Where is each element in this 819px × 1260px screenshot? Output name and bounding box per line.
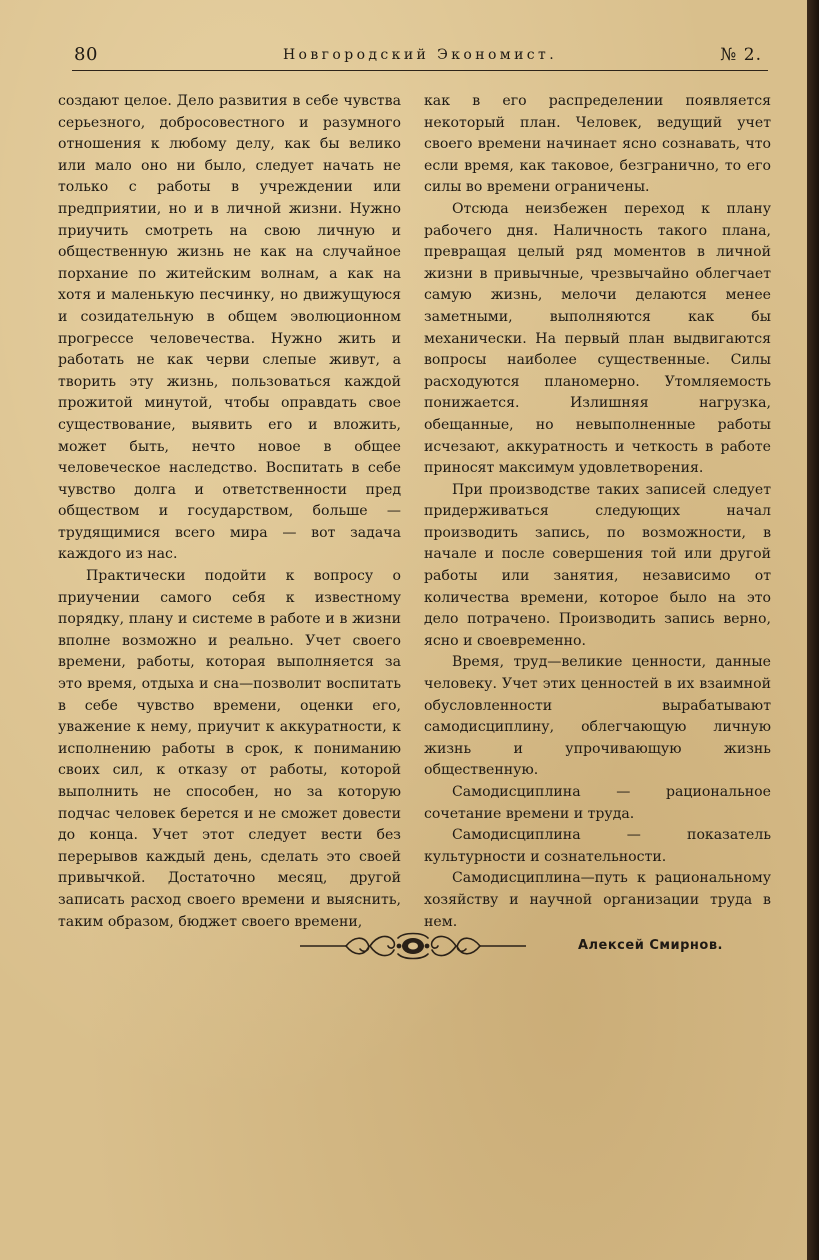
publication-title: Новгородский Экономист. xyxy=(282,47,558,63)
paragraph: как в его распределении появляется некоторый план. Человек, ведущий учет своего времени начинает ясно сознавать, что если время, как таковое, безгранично, то его силы во времени ограничены. xyxy=(424,93,771,196)
paragraph: создают целое. Дело развития в себе чувства серьезного, добросовестного и разумного отношения к любому делу, как бы велико или мало оно ни было, следует начать не только с работы в учреждении или предприятии, но и в личной жизни. Нужно приучить смотреть на свою личную и общественную жизнь не как на случайное порхание по житейским волнам, а как на хотя и маленькую песчинку, но движущуюся и созидательную в общем эволюционном прогрессе человечества. Нужно жить и работать не как черви слепые живут, а творить эту жизнь, пользоваться каждой прожитой минутой, чтобы оправдать свое существование, выявить его и вложить, может быть, нечто новое в общее человеческое наследство. Воспитать в себе чувство долга и ответственности пред обществом и государством, больше — трудящимися всего мира — вот задача каждого из нас. xyxy=(58,93,401,563)
paragraph: Время, труд—великие ценности, данные человеку. Учет этих ценностей в их взаимной обусловленности вырабатывают самодисциплину, облегчающую личную жизнь и упрочивающую жизнь общественную. xyxy=(424,654,771,779)
author-signature: Алексей Смирнов. xyxy=(577,938,723,954)
paragraph: Практически подойти к вопросу о приучении самого себя к известному порядку, плану и системе в работе и в жизни вполне возможно и реально. Учет своего времени, работы, которая выполняется за это время, отдыха и сна—позволит воспитать в себе чувство времени, оценки его, уважение к нему, приучит к аккуратности, к исполнению работы в срок, к пониманию своих сил, к отказу от работы, которой выполнить не способен, но за которую подчас человек берется и не сможет довести до конца. Учет этот следует вести без перерывов каждый день, сделать это своей привычкой. Достаточно месяц, другой записать расход своего времени и выяснить, таким образом, бюджет своего времени, xyxy=(58,568,401,930)
page-edge xyxy=(807,0,819,1260)
paragraph: При производстве таких записей следует придерживаться следующих начал производить запись, по возможности, в начале и после совершения той или другой работы или занятия, независимо от количества времени, которое было на это дело потрачено. Производить запись верно, ясно и своевременно. xyxy=(424,481,771,649)
paragraph: Самодисциплина—путь к рациональному хозяйству и научной организации труда в нем. xyxy=(424,870,771,930)
paragraph: Самодисциплина — рациональное сочетание времени и труда. xyxy=(424,784,771,822)
page-number: 80 xyxy=(74,44,98,65)
issue-number: № 2. xyxy=(720,45,762,65)
right-column xyxy=(424,91,771,957)
decorative-scroll-divider-icon xyxy=(298,928,528,964)
paragraph: Отсюда неизбежен переход к плану рабочего дня. Наличность такого плана, превращая целый ряд моментов в личной жизни в привычные, чрезвычайно облегчает самую жизнь, мелочи делаются менее заметными, выполняются как бы механически. На первый план выдвигаются вопросы наиболее существенные. Силы расходуются планомерно. Утомляемость понижается. Излишняя нагрузка, обещанные, но невыполненные работы исчезают, аккуратность и четкость в работе приносят максимум удовлетворения. xyxy=(424,200,771,477)
page-header xyxy=(70,44,770,72)
header-rule xyxy=(72,70,768,71)
left-column xyxy=(58,91,401,933)
paragraph: Самодисциплина — показатель культурности и сознательности. xyxy=(424,827,771,865)
